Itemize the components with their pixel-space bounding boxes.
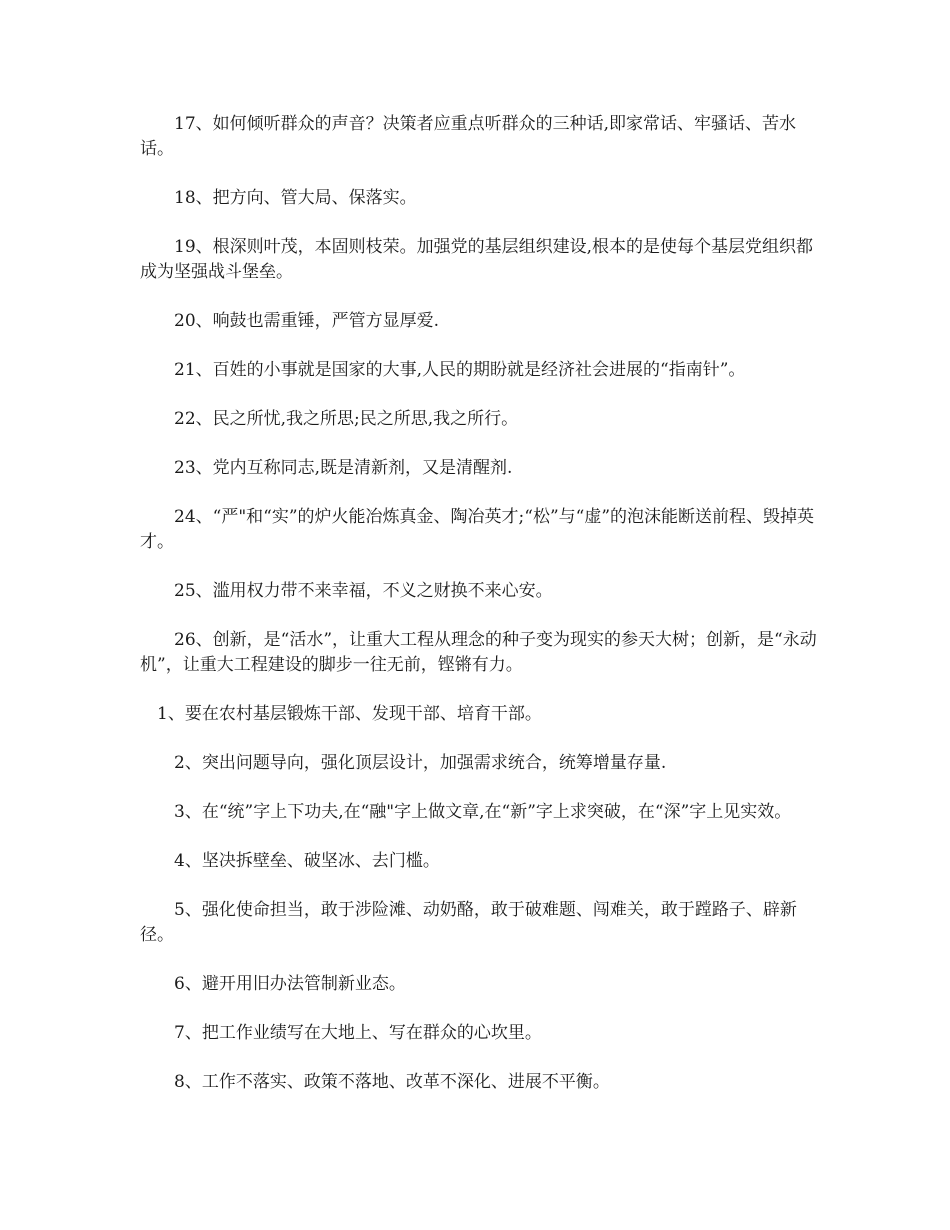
paragraph-3: 3、在“统”字上下功夫,在“融"字上做文章,在“新”字上求突破，在“深”字上见实效。 bbox=[174, 802, 792, 822]
paragraph-19: 19、根深则叶茂，本固则枝荣。加强党的基层组织建设,根本的是使每个基层党组织都成为坚强战斗堡垒。 bbox=[140, 237, 814, 282]
paragraph-5: 5、强化使命担当，敢于涉险滩、动奶酪，敢于破难题、闯难关，敢于蹚路子、辟新径。 bbox=[140, 900, 797, 945]
paragraph-21: 21、百姓的小事就是国家的大事,人民的期盼就是经济社会进展的“指南针”。 bbox=[174, 360, 746, 380]
document-body bbox=[140, 112, 820, 1119]
paragraph-23: 23、党内互称同志,既是清新剂，又是清醒剂. bbox=[174, 458, 513, 478]
paragraph-7: 7、把工作业绩写在大地上、写在群众的心坎里。 bbox=[174, 1023, 542, 1043]
paragraph-22: 22、民之所忧,我之所思;民之所思,我之所行。 bbox=[174, 409, 519, 429]
paragraph-1: 1、要在农村基层锻炼干部、发现干部、培育干部。 bbox=[157, 704, 542, 724]
paragraph-25: 25、滥用权力带不来幸福，不义之财换不来心安。 bbox=[174, 581, 553, 601]
paragraph-26: 26、创新，是“活水”，让重大工程从理念的种子变为现实的参天大树；创新，是“永动机”，让重大工程建设的脚步一往无前，铿锵有力。 bbox=[140, 630, 817, 675]
paragraph-2: 2、突出问题导向，强化顶层设计，加强需求统合，统筹增量存量. bbox=[174, 753, 667, 773]
paragraph-24: 24、“严"和“实”的炉火能冶炼真金、陶冶英才;“松”与“虚”的泡沫能断送前程、毁掉英才。 bbox=[140, 507, 815, 552]
paragraph-6: 6、避开用旧办法管制新业态。 bbox=[174, 974, 406, 994]
paragraph-18: 18、把方向、管大局、保落实。 bbox=[174, 188, 417, 208]
paragraph-20: 20、响鼓也需重锤，严管方显厚爱. bbox=[174, 311, 440, 331]
paragraph-4: 4、坚决拆壁垒、破坚冰、去门槛。 bbox=[174, 851, 440, 871]
paragraph-17: 17、如何倾听群众的声音？决策者应重点听群众的三种话,即家常话、牢骚话、苦水话。 bbox=[140, 114, 797, 159]
paragraph-8: 8、工作不落实、政策不落地、改革不深化、进展不平衡。 bbox=[174, 1072, 610, 1092]
